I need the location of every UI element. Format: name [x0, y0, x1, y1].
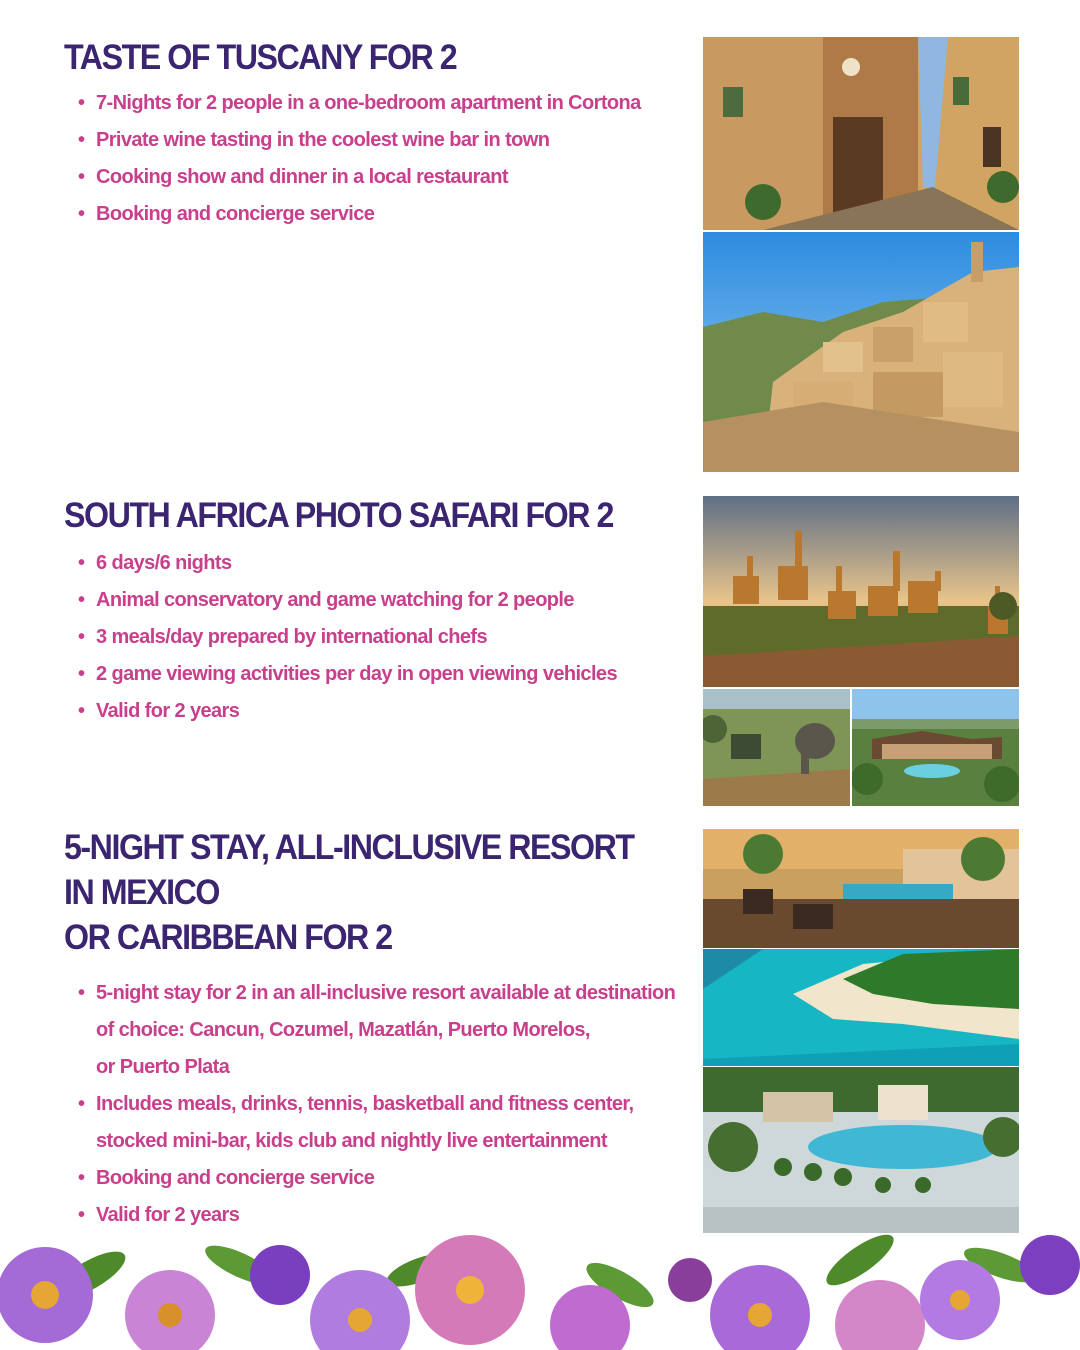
bullet-icon: •	[78, 552, 85, 574]
list-item: • Includes meals, drinks, tennis, basketball and fitness center, stocked mini-bar, kids club and nightly live entertainment	[64, 1086, 684, 1160]
bullet-icon: •	[78, 1093, 85, 1115]
hilltop-town-photo	[703, 232, 1019, 472]
bullet-icon: •	[78, 203, 85, 225]
tropical-beach-photo	[703, 949, 1019, 1066]
list-item: • 6 days/6 nights	[64, 545, 664, 582]
package-items	[64, 975, 684, 1234]
elephant-safari-vehicle-photo	[703, 689, 850, 806]
package-items	[64, 85, 664, 233]
package-tuscany	[64, 35, 664, 233]
resort-terrace-photo	[703, 829, 1019, 948]
bullet-icon: •	[78, 589, 85, 611]
list-item: • 5-night stay for 2 in an all-inclusive resort available at destination of choice: Cancun, Cozumel, Mazatlán, Puerto Morelos, or Puerto Plata	[64, 975, 684, 1086]
list-item: • 3 meals/day prepared by international chefs	[64, 619, 664, 656]
list-item: • 2 game viewing activities per day in open viewing vehicles	[64, 656, 664, 693]
bullet-icon: •	[78, 663, 85, 685]
list-item: • Booking and concierge service	[64, 1160, 684, 1197]
package-safari	[64, 493, 664, 730]
safari-lodge-photo	[852, 689, 1019, 806]
bullet-icon: •	[78, 166, 85, 188]
package-title: TASTE OF TUSCANY FOR 2	[64, 38, 457, 77]
list-item: • Private wine tasting in the coolest wine bar in town	[64, 122, 664, 159]
package-title: SOUTH AFRICA PHOTO SAFARI FOR 2	[64, 496, 613, 535]
list-item: • Booking and concierge service	[64, 196, 664, 233]
list-item: • Valid for 2 years	[64, 1197, 684, 1234]
package-title: 5-NIGHT STAY, ALL-INCLUSIVE RESORT IN MEXICO OR CARIBBEAN FOR 2	[64, 828, 634, 957]
list-item: • 7-Nights for 2 people in a one-bedroom apartment in Cortona	[64, 85, 664, 122]
giraffes-photo	[703, 496, 1019, 687]
list-item: • Cooking show and dinner in a local restaurant	[64, 159, 664, 196]
bullet-icon: •	[78, 1167, 85, 1189]
bullet-icon: •	[78, 129, 85, 151]
italian-street-photo	[703, 37, 1019, 230]
bullet-icon: •	[78, 626, 85, 648]
list-item: • Animal conservatory and game watching for 2 people	[64, 582, 664, 619]
bullet-icon: •	[78, 92, 85, 114]
package-resort	[64, 825, 684, 1234]
list-item: • Valid for 2 years	[64, 693, 664, 730]
bullet-icon: •	[78, 700, 85, 722]
package-items	[64, 545, 664, 730]
flower-border	[0, 1205, 1080, 1350]
bullet-icon: •	[78, 982, 85, 1004]
bullet-icon: •	[78, 1204, 85, 1226]
